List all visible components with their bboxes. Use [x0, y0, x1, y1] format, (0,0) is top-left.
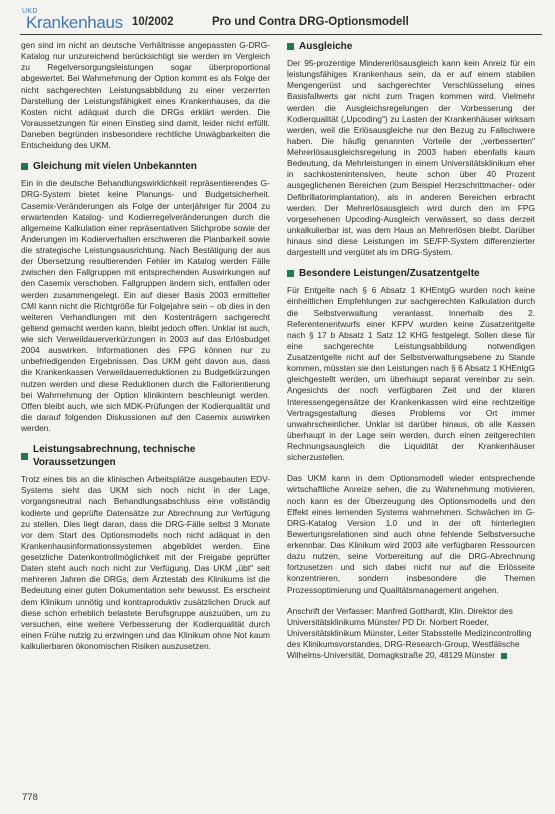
- heading-marker-icon: [287, 270, 294, 277]
- address-text: Anschrift der Verfasser: Manfred Gotthardt, Klin. Direktor des Universitätsklinikums Münster/ PD Dr. Norbert Roeder, Universitätsklinikum Münster, Leiter Stabsstelle Medizincontrolling des Klinikumsvorstandes, DRG-Research-Group, Westfälische Wilhelms-Universität, Domagkstraße 20, 48129 Münster: [287, 605, 532, 661]
- heading-marker-icon: [21, 453, 28, 460]
- journal-logo: Krankenhaus: [26, 13, 123, 32]
- heading-ausgleiche: [287, 40, 535, 53]
- page-number: 778: [22, 792, 38, 803]
- paragraph-fazit: Das UKM kann in dem Optionsmodell wieder entsprechende wirtschaftliche Anreize sehen, die zu Wahrnehmung motivieren, noch kann es der Überzeugung des Optionsmodells und den Effekt eines lernenden Systems wahrnehmen. Schwächen im G-DRG-Katalog Version 1.0 und in der oft hinterlegten Bewertungsrelationen sind auch ohne fehlende Selbstversuche erkennbar. Das Klinikum wird 2003 alle verfügbaren Ressourcen dazu nutzen, seine Vorbereitung auf die DRG-Abrechnung fortzusetzen und sich dabei nicht nur auf die Erlösseite konzentrieren, sondern insbesondere die Themen Prozessoptimierung und Qualitätsmanagement angehen.: [287, 473, 535, 595]
- author-address: [287, 606, 535, 662]
- issue-number: 10/2002: [132, 16, 174, 28]
- heading-gleichung: [21, 160, 270, 173]
- logo-prefix: UKD: [22, 8, 38, 15]
- heading-text: Besondere Leistungen/Zusatzentgelte: [299, 268, 480, 280]
- right-column: [287, 40, 535, 775]
- heading-text: Gleichung mit vielen Unbekannten: [33, 161, 197, 173]
- intro-paragraph: gen sind im nicht an deutsche Verhältnisse angepassten G-DRG-Katalog nur unzureichend berücksichtigt sie werden im Vergleich zu Regelversorgungsleistungen sogar überproportional abgewertet. Bei Wahrnehmung der Option kommt es als Folge der nicht sachgerechten Leistungsabbildung zu einer verzerrten Darstellung der Leistungsfähigkeit eines Krankenhauses, da die Kosten nicht adäquat durch die DRGs erklärt werden. Die Voraussetzungen für einen Einstieg sind damit, leider nicht erfüllt. Daneben begründen insbesondere rechtliche Unwägbarkeiten die Entscheidung des UKM.: [21, 40, 270, 151]
- heading-marker-icon: [287, 43, 294, 50]
- page-header: [20, 6, 542, 35]
- heading-besondere-leistungen: [287, 267, 535, 280]
- heading-marker-icon: [21, 163, 28, 170]
- section-title: Pro und Contra DRG-Optionsmodell: [212, 16, 409, 28]
- heading-text: Leistungsabrechnung, technische Voraussetzungen: [33, 444, 196, 469]
- paragraph-besondere-leistungen: Für Entgelte nach § 6 Absatz 1 KHEntgG wurden noch keine einheitlichen Empfehlungen zur sachgerechten Kalkulation durch die Selbstverwaltung veranlasst. Innerhalb des 2. Referentenentwurfs einer KFPV wurden keine Zusatzentgelte nach § 17 b Absatz 1 Satz 12 KHG festgelegt. Sollen diese für eine sachgerechte Leistungsabbildung notwendigen Zusatzentgelte nicht auf der Selbstverwaltungsebene zu Stande kommen, müssten sie den Leistungen nach § 6 Absatz 1 KHEntgG gleichgestellt werden, um überhaupt separat vereinbar zu sein. Angesichts der noch verfügbaren Zeit und der klaren Interessengegensätze der Krankenkassen wird eine rechtzeitige Vertragsgestaltung dieses Problems vor Ort immer unwahrscheinlicher. Unklar ist darüber hinaus, ob alle Kassen überhaupt in der Lage sein werden, durch einen zeitgerechten Rechnungsausgleich die Liquidität der Krankenhäuser sicherzustellen.: [287, 285, 535, 463]
- left-column: [21, 40, 270, 775]
- end-marker-icon: [501, 653, 507, 659]
- paragraph-leistungsabrechnung: Trotz eines bis an die klinischen Arbeitsplätze ausgebauten EDV-Systems sieht das UKM sich noch nicht in der Lage, vorgangsneutral nach Behandlungsabschluss eine vollständig kodierte und geprüfte Datensätze zur Abrechnung zur Verfügung zu stellen. Dies liegt daran, dass die DRG-Fälle selbst 3 Monate vor dem Start des Optionsmodells noch nicht adäquat in den Krankenhausinformationssystemen abgebildet werden. Eine gesetzliche Datenkontrollmöglichkeit mit der Freigabe geprüfter Daten steht auch noch nicht zur Verfügung. Das UKM „übt" seit mehreren Jahren die DRGs, dem Ärztestab des Klinikums ist die Bedeutung einer guten Dokumentation sehr bewusst. Es erscheint dem Klinikum unnötig und kontraproduktiv zusätzlichen Druck auf diese schon erheblich belastete Berufsgruppe auszuüben, um zu versuchen, eine weitere Verbesserung der Kodierqualität durch einen Frühe nutzig zu erzwingen und das Klinikum ohne Not kaum kalkulierbaren ökonomischen Risiken auszusetzen.: [21, 474, 270, 651]
- heading-leistungsabrechnung: [21, 443, 270, 469]
- paragraph-gleichung: Ein in die deutsche Behandlungswirklichkeit repräsentierendes G-DRG-System bietet keine Planungs- und Budgetsicherheit. Casemix-Veränderungen als Folge der unterjähriger für 2004 zu erwartenden Katalog- und Kodierregelveränderungen durch die allgemeine Kalkulation einer repräsentativen Stichprobe sowie der Änderungen im Kodierverhalten erschweren die Planbarkeit sowie die strategische Leistungsausrichtung. Nach Bestätigung der aus der Übersetzung resultierenden Fehler im Katalog werden Fälle zwischen den Fallgruppen mit entsprechenden Auswirkungen auf den Casemix verschoben. Fallgruppen ändern sich, entfallen oder werden zusammengelegt. Ein auf dieser Basis 2003 ermittelter CMI kann nicht die Richtgröße für Folgejahre sein – ob dies in den weiteren Verhandlungen mit den Kostenträgern sachgerecht geltend gemacht werden kann, bleibt jedoch offen. Unklar ist auch, wie sich Verweildauerverkürzungen in 2003 auf das Erlösbudget 2004 auswirken. Informationen des FPG können nur zu unbefriedigenden Ergebnissen. Das UKM geht davon aus, dass die Krankenkassen Verweildauerreduktionen zu Budgetkürzungen nutzen werden und diese Reduktionen durch die Fallorientierung bei Wahrnehmung der Option klinikintern beschleunigt werden. Offen bleibt auch, wie sich MDK-Prüfungen der Kodierqualität und die darauf folgenden Diskussionen auf den Casemix auswirken werden.: [21, 178, 270, 433]
- paragraph-ausgleiche: Der 95-prozentige Mindererlösausgleich kann kein Anreiz für ein leistungsfähiges Krankenhaus sein, da er auf einem stabilen Mengengerüst und sachgerechter Verschlüsselung eines Basisfallwerts gar nicht zum Tragen kommen wird. Vielmehr werden die Ausgleichsregelungen der Vorbesserung der Kodierqualität („Upcoding") zu Lasten der Krankenhäuser wirksam werden, weil die Erlösausgleiche nur den Bezug zu Fallschwere haben. Die häufig genannten Vorteile der „verbesserten" Mehrerlösausgleichsregelung in 2003 haben ebenfalls kaum Bedeutung, da Mehrleistungen in einem Universitätsklinikum eher in sachkostenintensiven, heute schon über 40 Prozent ausgeglichenen Bereichen (zum Beispiel Herzschrittmacher- oder Defibrillatorimplantation), als in anderen Bereichen erbracht werden. Der Mehrerlösausgleich wird durch den im FPG vorgesehenen Upcoding-Ausgleich verwässert, so dass derzeit unkalkulierbar ist, was dem Haus an Mehrerlösen bleibt. Darüber hinaus sind diese Leistungen im SE/FP-System differenzierter dargestellt und vergütet als im DRG-System.: [287, 58, 535, 258]
- heading-text: Ausgleiche: [299, 41, 353, 52]
